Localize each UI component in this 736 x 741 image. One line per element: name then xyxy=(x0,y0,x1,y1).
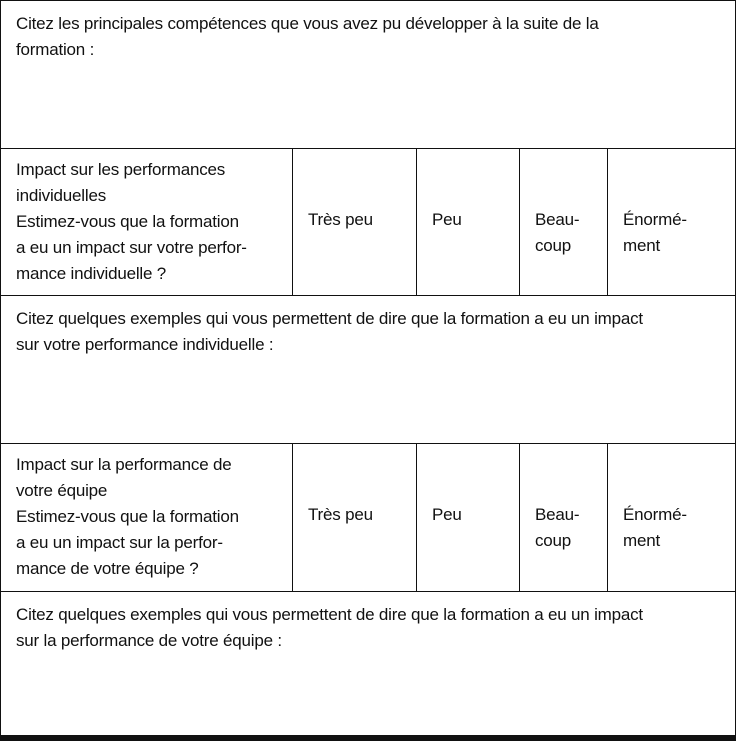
team-impact-label-cell xyxy=(1,444,293,591)
team-option-enormement[interactable] xyxy=(608,444,736,591)
option-label: Peu xyxy=(432,210,462,229)
bottom-border-bar xyxy=(0,735,736,741)
option-label: Énormé- ment xyxy=(623,505,687,550)
individual-impact-row xyxy=(1,149,736,296)
option-label: Beau- coup xyxy=(535,505,580,550)
team-impact-row xyxy=(1,444,736,592)
option-label: Beau- coup xyxy=(535,210,580,255)
competences-section[interactable] xyxy=(1,1,736,149)
individual-option-peu[interactable] xyxy=(417,149,520,295)
individual-examples-section[interactable] xyxy=(1,296,736,444)
individual-option-enormement[interactable] xyxy=(608,149,736,295)
option-label: Très peu xyxy=(308,505,373,524)
team-examples-question: Citez quelques exemples qui vous permettent de dire que la formation a eu un impact sur la performance de votre équipe : xyxy=(16,605,643,650)
team-examples-section[interactable] xyxy=(1,592,736,737)
individual-option-tres-peu[interactable] xyxy=(293,149,417,295)
option-label: Peu xyxy=(432,505,462,524)
team-option-peu[interactable] xyxy=(417,444,520,591)
individual-examples-question: Citez quelques exemples qui vous permettent de dire que la formation a eu un impact sur votre performance individuelle : xyxy=(16,309,643,354)
team-impact-label: Impact sur la performance de votre équipe Estimez-vous que la formation a eu un impact sur la perfor- mance de votre équipe ? xyxy=(16,455,239,578)
team-option-tres-peu[interactable] xyxy=(293,444,417,591)
individual-impact-label: Impact sur les performances individuelles Estimez-vous que la formation a eu un impact sur votre perfor- mance individuelle ? xyxy=(16,160,247,283)
competences-question: Citez les principales compétences que vous avez pu développer à la suite de la formation : xyxy=(16,14,599,59)
option-label: Énormé- ment xyxy=(623,210,687,255)
individual-option-beaucoup[interactable] xyxy=(520,149,608,295)
team-option-beaucoup[interactable] xyxy=(520,444,608,591)
option-label: Très peu xyxy=(308,210,373,229)
individual-impact-label-cell xyxy=(1,149,293,295)
